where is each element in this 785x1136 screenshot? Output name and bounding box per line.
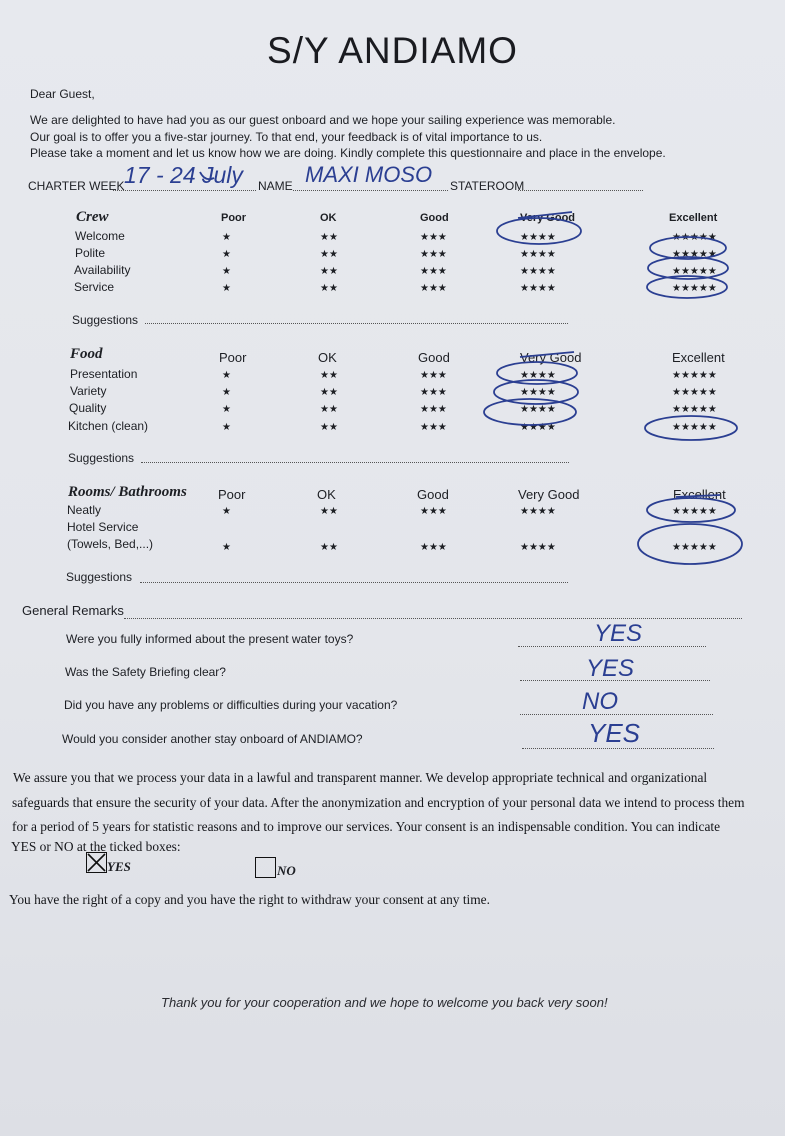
rooms-col-poor: Poor bbox=[218, 487, 246, 502]
name-value[interactable]: MAXI MOSO bbox=[305, 162, 433, 187]
rating-star-3[interactable]: ★★★ bbox=[420, 232, 447, 243]
rating-star-5[interactable]: ★★★★★ bbox=[672, 506, 717, 517]
rating-star-5[interactable]: ★★★★★ bbox=[672, 266, 717, 277]
intro-line-1: We are delighted to have had you as our guest onboard and we hope your sailing experience was memorable. bbox=[30, 113, 616, 127]
rating-star-2[interactable]: ★★ bbox=[320, 249, 338, 260]
general-remarks-label: General Remarks bbox=[22, 603, 124, 618]
rating-star-3[interactable]: ★★★ bbox=[420, 283, 447, 294]
rating-star-5[interactable]: ★★★★★ bbox=[672, 370, 717, 381]
rating-star-5[interactable]: ★★★★★ bbox=[672, 232, 717, 243]
rating-star-2[interactable]: ★★ bbox=[320, 506, 338, 517]
rating-star-2[interactable]: ★★ bbox=[320, 370, 338, 381]
answer-2[interactable]: YES bbox=[586, 655, 635, 682]
pen-strike bbox=[518, 212, 572, 218]
circle-rooms-neatly bbox=[647, 498, 735, 522]
pen-strike bbox=[676, 495, 720, 497]
circle-crew-polite bbox=[650, 237, 726, 259]
pen-stroke bbox=[200, 172, 214, 179]
food-col-poor: Poor bbox=[219, 350, 247, 365]
col-ok: OK bbox=[320, 212, 337, 224]
rating-star-5[interactable]: ★★★★★ bbox=[672, 249, 717, 260]
legal-line-2: safeguards that ensure the security of your data. After the anonymization and encryption of your personal data we intend to process them bbox=[12, 795, 745, 810]
rooms-item-towels: (Towels, Bed,...) bbox=[67, 537, 154, 551]
form-title: S/Y ANDIAMO bbox=[267, 30, 518, 71]
rating-star-1[interactable]: ★ bbox=[222, 249, 231, 260]
thank-you-note: Thank you for your cooperation and we hope to welcome you back very soon! bbox=[161, 995, 608, 1010]
rooms-suggestions-label: Suggestions bbox=[66, 570, 133, 584]
withdraw-text: You have the right of a copy and you have the right to withdraw your consent at any time. bbox=[9, 892, 490, 907]
rating-star-1[interactable]: ★ bbox=[222, 404, 231, 415]
rating-star-2[interactable]: ★★ bbox=[320, 422, 338, 433]
crew-item-polite: Polite bbox=[75, 246, 106, 260]
rooms-col-very-good: Very Good bbox=[518, 487, 580, 502]
col-poor: Poor bbox=[221, 212, 247, 224]
rating-star-4[interactable]: ★★★★ bbox=[520, 249, 556, 260]
charter-week-label: CHARTER WEEK bbox=[28, 179, 125, 193]
col-excellent: Excellent bbox=[669, 212, 718, 224]
food-item-variety: Variety bbox=[70, 384, 107, 398]
rating-star-4[interactable]: ★★★★ bbox=[520, 542, 556, 553]
rating-star-2[interactable]: ★★ bbox=[320, 542, 338, 553]
crew-heading: Crew bbox=[76, 209, 109, 225]
rating-star-1[interactable]: ★ bbox=[222, 283, 231, 294]
rating-star-3[interactable]: ★★★ bbox=[420, 506, 447, 517]
rating-star-1[interactable]: ★ bbox=[222, 506, 231, 517]
rooms-item-hotel-service: Hotel Service bbox=[67, 520, 139, 534]
rooms-heading: Rooms/ Bathrooms bbox=[68, 484, 187, 500]
rating-star-4[interactable]: ★★★★ bbox=[520, 404, 556, 415]
charter-week-value[interactable]: 17 - 24 July bbox=[124, 162, 243, 188]
rating-star-2[interactable]: ★★ bbox=[320, 232, 338, 243]
crew-item-welcome: Welcome bbox=[75, 229, 125, 243]
food-col-ok: OK bbox=[318, 350, 337, 365]
food-item-presentation: Presentation bbox=[70, 367, 138, 381]
question-3: Did you have any problems or difficulties during your vacation? bbox=[64, 698, 398, 712]
legal-line-4: YES or NO at the ticked boxes: bbox=[11, 839, 181, 854]
rating-star-4[interactable]: ★★★★ bbox=[520, 266, 556, 277]
rating-star-3[interactable]: ★★★ bbox=[420, 249, 447, 260]
intro-line-3: Please take a moment and let us know how we are doing. Kindly complete this questionnaire and place in the envelope. bbox=[30, 146, 666, 160]
rating-star-4[interactable]: ★★★★ bbox=[520, 232, 556, 243]
rooms-item-neatly: Neatly bbox=[67, 503, 102, 517]
question-2: Was the Safety Briefing clear? bbox=[65, 665, 226, 679]
rating-star-3[interactable]: ★★★ bbox=[420, 404, 447, 415]
rating-star-5[interactable]: ★★★★★ bbox=[672, 404, 717, 415]
consent-no-label: NO bbox=[277, 863, 296, 878]
rating-star-3[interactable]: ★★★ bbox=[420, 387, 447, 398]
rating-star-3[interactable]: ★★★ bbox=[420, 266, 447, 277]
stateroom-label: STATEROOM bbox=[450, 179, 525, 193]
answer-4[interactable]: YES bbox=[588, 718, 641, 748]
rating-star-1[interactable]: ★ bbox=[222, 232, 231, 243]
circle-food-kitchen bbox=[645, 416, 737, 440]
crew-suggestions-label: Suggestions bbox=[72, 313, 139, 327]
circle-rooms-towels bbox=[638, 524, 742, 564]
circle-crew-welcome bbox=[497, 218, 581, 244]
rating-star-2[interactable]: ★★ bbox=[320, 266, 338, 277]
legal-line-1: We assure you that we process your data in a lawful and transparent manner. We develop appropriate technical and organizational bbox=[13, 770, 708, 785]
rating-star-4[interactable]: ★★★★ bbox=[520, 370, 556, 381]
food-item-kitchen: Kitchen (clean) bbox=[68, 419, 149, 433]
rating-star-2[interactable]: ★★ bbox=[320, 283, 338, 294]
rating-star-2[interactable]: ★★ bbox=[320, 404, 338, 415]
rating-star-5[interactable]: ★★★★★ bbox=[672, 422, 717, 433]
food-suggestions-label: Suggestions bbox=[68, 451, 135, 465]
question-4: Would you consider another stay onboard of ANDIAMO? bbox=[62, 732, 363, 746]
consent-yes-label: YES bbox=[107, 859, 131, 874]
rating-star-4[interactable]: ★★★★ bbox=[520, 283, 556, 294]
rating-star-1[interactable]: ★ bbox=[222, 542, 231, 553]
rating-star-3[interactable]: ★★★ bbox=[420, 370, 447, 381]
rooms-col-good: Good bbox=[417, 487, 449, 502]
circle-food-quality bbox=[484, 399, 576, 425]
intro-line-2: Our goal is to offer you a five-star journey. To that end, your feedback is of vital importance to us. bbox=[30, 130, 543, 144]
crew-item-availability: Availability bbox=[74, 263, 131, 277]
rating-star-1[interactable]: ★ bbox=[222, 422, 231, 433]
rating-star-4[interactable]: ★★★★ bbox=[520, 387, 556, 398]
answer-1[interactable]: YES bbox=[594, 620, 643, 647]
food-item-quality: Quality bbox=[69, 401, 107, 415]
rating-star-3[interactable]: ★★★ bbox=[420, 542, 447, 553]
rating-star-4[interactable]: ★★★★ bbox=[520, 422, 556, 433]
food-col-very-good: Very Good bbox=[520, 350, 582, 365]
crew-item-service: Service bbox=[74, 280, 115, 294]
salutation: Dear Guest, bbox=[30, 87, 95, 101]
answer-3[interactable]: NO bbox=[582, 688, 618, 715]
rating-star-3[interactable]: ★★★ bbox=[420, 422, 447, 433]
legal-line-3: for a period of 5 years for statistic reasons and to improve our services. Your consent is an indispensable condition. You can indicate bbox=[12, 819, 721, 834]
name-label: NAME bbox=[258, 179, 293, 193]
food-col-good: Good bbox=[418, 350, 450, 365]
col-good: Good bbox=[420, 212, 449, 224]
question-1: Were you fully informed about the present water toys? bbox=[66, 632, 354, 646]
rating-star-1[interactable]: ★ bbox=[222, 387, 231, 398]
food-heading: Food bbox=[70, 346, 103, 362]
rating-star-5[interactable]: ★★★★★ bbox=[672, 387, 717, 398]
rating-star-4[interactable]: ★★★★ bbox=[520, 506, 556, 517]
rating-star-2[interactable]: ★★ bbox=[320, 387, 338, 398]
rating-star-5[interactable]: ★★★★★ bbox=[672, 283, 717, 294]
rooms-col-ok: OK bbox=[317, 487, 336, 502]
rating-star-1[interactable]: ★ bbox=[222, 266, 231, 277]
pen-strike bbox=[520, 352, 574, 357]
rating-star-5[interactable]: ★★★★★ bbox=[672, 542, 717, 553]
rating-star-1[interactable]: ★ bbox=[222, 370, 231, 381]
col-very-good: Very Good bbox=[520, 212, 576, 224]
rooms-col-excellent: Excellent bbox=[673, 487, 726, 502]
food-col-excellent: Excellent bbox=[672, 350, 725, 365]
